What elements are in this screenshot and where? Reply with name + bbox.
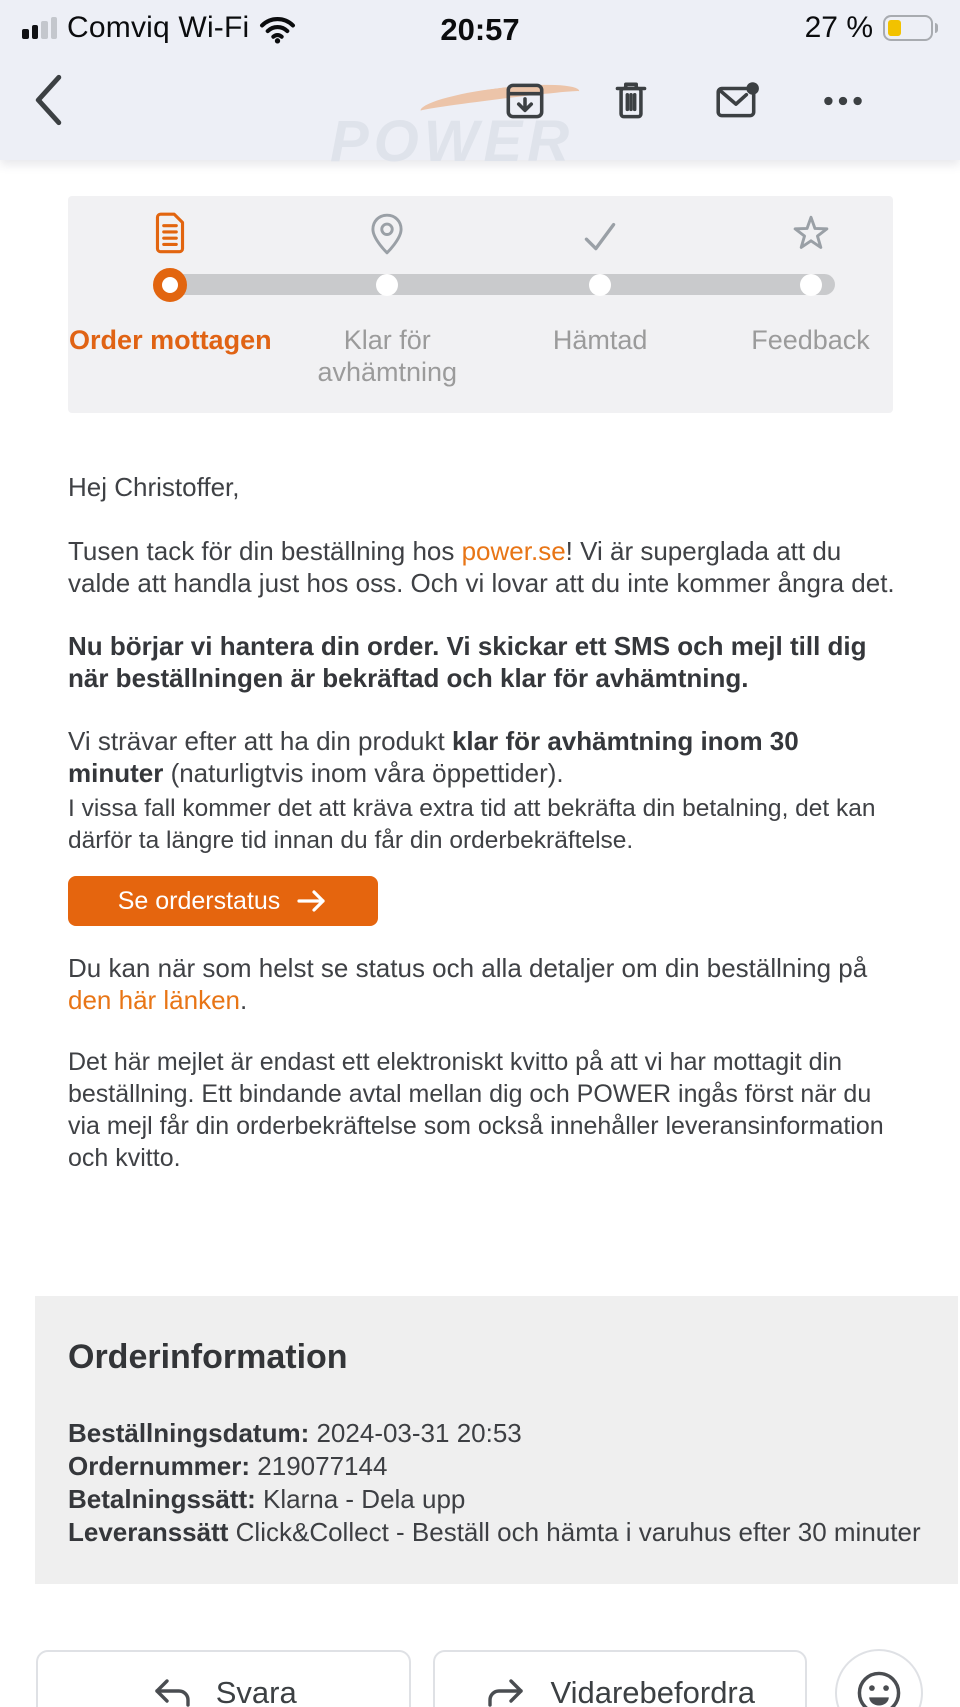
tracker-step-ready-for-pickup (267, 206, 507, 388)
archive-icon (501, 77, 549, 125)
step-marker (589, 274, 611, 296)
status-link-paragraph (68, 952, 898, 1016)
delete-button[interactable] (606, 76, 656, 126)
reply-forward-bar (0, 1649, 960, 1707)
power-se-link[interactable]: power.se (461, 536, 566, 566)
order-number-label: Ordernummer: (68, 1451, 251, 1481)
star-icon (788, 210, 834, 258)
battery-percent-label: 27 % (804, 11, 873, 44)
step-marker (376, 274, 398, 296)
cta-label: Se orderstatus (117, 886, 281, 915)
order-info-title: Orderinformation (68, 1338, 348, 1376)
thanks-text-before: Tusen tack för din beställning hos (68, 536, 462, 566)
toolbar-actions (500, 76, 868, 126)
thanks-paragraph (68, 535, 898, 599)
checkmark-icon (577, 210, 623, 258)
more-options-button[interactable] (818, 76, 868, 126)
reply-button[interactable] (36, 1650, 411, 1707)
payment-method-label: Betalningssätt: (68, 1484, 256, 1514)
delivery-method-label: Leveranssätt (68, 1517, 229, 1547)
reply-label: Svara (215, 1675, 297, 1707)
order-handling-paragraph: Nu börjar vi hantera din order. Vi skickar ett SMS och mejl till dig när beställningen är bekräftad och klar för avhämtning. (68, 631, 867, 693)
chevron-left-icon (28, 72, 68, 128)
step-label: Hämtad (552, 325, 648, 355)
forward-label: Vidarebefordra (550, 1675, 755, 1707)
status-right (805, 11, 938, 45)
mark-unread-icon (713, 77, 761, 125)
battery-icon (883, 15, 938, 41)
order-number-row (68, 1450, 925, 1483)
pickup-text-before: Vi strävar efter att ha din produkt (68, 726, 452, 756)
order-progress-tracker (68, 196, 893, 413)
tracker-step-picked-up (480, 206, 720, 356)
smiley-icon (854, 1668, 904, 1707)
step-label: Order mottagen (69, 325, 272, 355)
pickup-text-after: (naturligtvis inom våra öppettider). (163, 758, 564, 788)
step-label: Klar för avhämtning (317, 325, 458, 387)
thanks-text-after: ! Vi är superglada att du valde att handla just hos oss. Och vi lovar att du inte kommer ångra det. (68, 536, 895, 598)
payment-method-value: Klarna - Dela upp (255, 1484, 466, 1514)
order-details-link[interactable]: den här länken (68, 985, 241, 1015)
carrier-label: Comviq Wi-Fi (67, 11, 250, 44)
order-number-value: 219077144 (250, 1451, 388, 1481)
order-date-row (68, 1417, 925, 1450)
tracker-step-order-received (50, 206, 290, 356)
tracker-step-feedback (691, 206, 931, 356)
trash-icon (607, 77, 655, 125)
clock-label: 20:57 (440, 12, 520, 47)
status-bar (0, 0, 960, 46)
order-date-value: 2024-03-31 20:53 (309, 1418, 522, 1448)
back-button[interactable] (28, 68, 80, 132)
status-text-before: Du kan när som helst se status och alla detaljer om din beställning på (68, 953, 868, 983)
order-info-rows (68, 1417, 925, 1549)
receipt-disclaimer-paragraph: Det här mejlet är endast ett elektroniskt kvitto på att vi har mottagit din beställning. Ett bindande avtal mellan dig och POWER ingås först när du via mejl får din orderbekräftelse som också innehåller leveransinformation och kvitto. (68, 1048, 884, 1172)
order-information-box (35, 1296, 958, 1584)
archive-button[interactable] (500, 76, 550, 126)
step-marker (800, 274, 822, 296)
order-date-label: Beställningsdatum: (68, 1418, 310, 1448)
emoji-reaction-button[interactable] (835, 1649, 923, 1707)
mail-toolbar (0, 46, 960, 174)
status-text-after: . (240, 985, 248, 1015)
forward-button[interactable] (433, 1650, 808, 1707)
app-header (0, 0, 960, 174)
see-order-status-button[interactable] (68, 876, 378, 926)
step-label: Feedback (751, 325, 870, 355)
active-step-marker (153, 268, 187, 302)
greeting-text: Hej Christoffer, (68, 472, 240, 502)
logo-text: POWER (330, 109, 575, 174)
receipt-icon (147, 210, 193, 258)
delivery-method-row (68, 1516, 925, 1549)
more-ellipsis-icon (819, 77, 867, 125)
reply-arrow-icon (150, 1673, 194, 1707)
delivery-method-value: Click&Collect - Beställ och hämta i varuhus efter 30 minuter (228, 1517, 921, 1547)
mark-unread-button[interactable] (712, 76, 762, 126)
payment-confirmation-note: I vissa fall kommer det att kräva extra tid att bekräfta din betalning, det kan därför ta längre tid innan du får din orderbekräftelse. (68, 795, 876, 854)
pickup-time-paragraph (68, 725, 898, 789)
forward-arrow-icon (484, 1673, 528, 1707)
payment-method-row (68, 1483, 925, 1516)
location-pin-icon (364, 210, 410, 258)
arrow-right-icon (296, 889, 328, 913)
pickup-time-bold: klar för avhämtning inom 30 minuter (68, 726, 799, 788)
